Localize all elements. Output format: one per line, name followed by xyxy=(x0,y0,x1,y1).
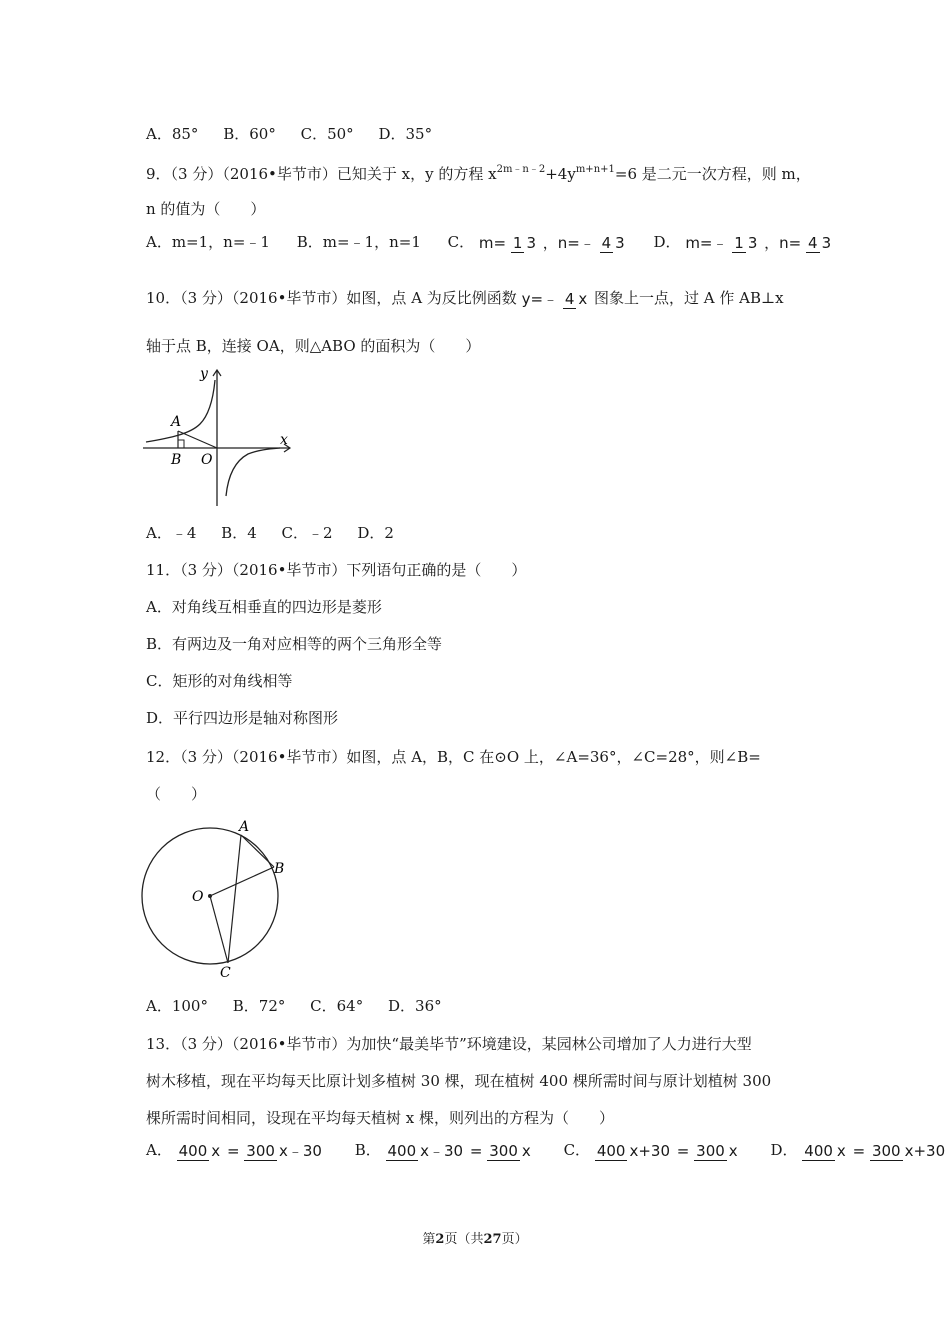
q9-exp2: m+n+1 xyxy=(575,164,615,175)
footer-total-pages: 27 xyxy=(483,1232,502,1247)
q10-label-b: B xyxy=(171,452,182,468)
q10-func-lhs: y=﹣ xyxy=(521,290,559,308)
q10-label-a: A xyxy=(171,414,182,430)
footer-pre: 第 xyxy=(422,1232,436,1247)
q8-option-a: A．85° xyxy=(146,125,199,143)
q13-options xyxy=(146,1140,947,1161)
q12-options xyxy=(146,996,442,1016)
q12-label-c: C xyxy=(220,965,231,981)
q13-option-a-label: A． xyxy=(146,1141,172,1159)
q13-option-b-left-num: 400 xyxy=(387,1142,417,1160)
q13-option-a-left-num: 400 xyxy=(178,1142,208,1160)
q9-option-c-m: m= xyxy=(478,234,507,252)
q10-label-y: y xyxy=(200,366,208,382)
q9-option-d-n: ，n= xyxy=(764,234,802,252)
q9-option-d-m-den: 3 xyxy=(747,234,758,252)
q12-option-c: C．64° xyxy=(310,997,364,1015)
q13-option-a-right-den: x﹣30 xyxy=(278,1142,322,1160)
q9-option-c-label: C． xyxy=(447,233,475,251)
q9-option-a: A．m=1，n=﹣1 xyxy=(146,233,270,251)
q9-option-c-n-num: 4 xyxy=(601,234,612,252)
q11-stem: 11．（3 分）（2016•毕节市）下列语句正确的是（ ） xyxy=(146,561,527,579)
q13-option-a xyxy=(146,1140,324,1161)
q11-option-b: B．有两边及一角对应相等的两个三角形全等 xyxy=(146,635,443,653)
q13-option-d-right-den: x+30 xyxy=(904,1142,946,1160)
q10-figure xyxy=(140,366,300,511)
q12-label-b: B xyxy=(274,861,285,877)
q9-stem xyxy=(146,164,811,184)
q12-stem-line2: （ ） xyxy=(146,785,207,803)
q8-option-c: C．50° xyxy=(300,125,354,143)
q10-func-den: x xyxy=(578,290,588,308)
q13-option-c-right-num: 300 xyxy=(696,1142,725,1160)
q9-option-d-n-num: 4 xyxy=(808,234,818,252)
q10-label-o: O xyxy=(201,452,213,468)
q13-option-d xyxy=(770,1140,947,1161)
q11-option-d: D．平行四边形是轴对称图形 xyxy=(146,709,339,727)
q9-option-b: B．m=﹣1，n=1 xyxy=(296,233,421,251)
q8-options xyxy=(146,124,432,144)
q13-option-d-right-num: 300 xyxy=(871,1142,901,1160)
q13-stem-line1: 13．（3 分）（2016•毕节市）为加快“最美毕节”环境建设，某园林公司增加了人力进行大型 xyxy=(146,1035,752,1053)
q13-option-d-label: D． xyxy=(770,1141,798,1159)
q10-label-x: x xyxy=(280,432,288,448)
q10-option-a: A．﹣4 xyxy=(146,524,197,542)
q9-exp1: 2m﹣n﹣2 xyxy=(496,164,546,175)
q9-option-d-m: m=﹣ xyxy=(685,234,728,252)
q13-option-b-eq: = xyxy=(469,1142,483,1160)
q9-option-c-m-num: 1 xyxy=(512,234,523,252)
q13-option-b-right-den: x xyxy=(521,1142,531,1160)
q9-options xyxy=(146,232,833,253)
q8-option-d: D．35° xyxy=(378,125,433,143)
q9-mid: +4y xyxy=(545,165,576,183)
q13-stem-line2: 树木移植，现在平均每天比原计划多植树 30 棵，现在植树 400 棵所需时间与原计划植树 300 xyxy=(146,1072,772,1090)
q10-option-b: B．4 xyxy=(221,524,257,542)
q10-func-num: 4 xyxy=(564,290,575,308)
q13-option-c-right-den: x xyxy=(728,1142,738,1160)
q13-option-d-eq: = xyxy=(852,1142,866,1160)
q12-label-o: O xyxy=(192,889,204,905)
q13-option-a-right-num: 300 xyxy=(246,1142,275,1160)
q9-option-d-m-num: 1 xyxy=(734,234,744,252)
q12-stem: 12．（3 分）（2016•毕节市）如图，点 A，B，C 在⊙O 上，∠A=36°，∠C=28°，则∠B= xyxy=(146,748,761,766)
page-footer xyxy=(0,1228,950,1247)
q9-option-c xyxy=(448,232,627,253)
q13-option-c-left-den: x+30 xyxy=(629,1142,671,1160)
q10-stem-line2: 轴于点 B，连接 OA，则△ABO 的面积为（ ） xyxy=(146,337,481,355)
footer-post: 页） xyxy=(501,1232,528,1247)
q12-label-a: A xyxy=(239,819,250,835)
q9-option-c-n-den: 3 xyxy=(615,234,625,252)
footer-page-number: 2 xyxy=(435,1232,445,1247)
q10-prefix: 10．（3 分）（2016•毕节市）如图，点 A 为反比例函数 xyxy=(146,289,517,307)
q9-option-d xyxy=(654,232,834,253)
q13-option-c-label: C． xyxy=(563,1141,591,1159)
q10-options xyxy=(146,523,394,543)
footer-mid: 页（共 xyxy=(444,1232,484,1247)
q12-option-d: D．36° xyxy=(388,997,442,1015)
q9-suffix: =6 是二元一次方程，则 m， xyxy=(614,165,811,183)
q13-option-c-left-num: 400 xyxy=(596,1142,626,1160)
q13-option-d-left-num: 400 xyxy=(804,1142,833,1160)
q13-option-b-label: B． xyxy=(354,1141,381,1159)
q13-option-b-left-den: x﹣30 xyxy=(420,1142,464,1160)
q13-option-d-left-den: x xyxy=(836,1142,846,1160)
q13-option-b-right-num: 300 xyxy=(489,1142,518,1160)
q9-stem-line2: n 的值为（ ） xyxy=(146,200,266,218)
q10-option-c: C．﹣2 xyxy=(281,524,333,542)
q12-figure xyxy=(138,815,298,985)
q13-option-b xyxy=(355,1140,533,1161)
q10-suffix: 图象上一点，过 A 作 AB⊥x xyxy=(594,289,784,307)
q12-option-a: A．100° xyxy=(146,997,208,1015)
q9-prefix: 9．（3 分）（2016•毕节市）已知关于 x，y 的方程 x xyxy=(146,165,497,183)
q9-option-c-n: ，n=﹣ xyxy=(542,234,595,252)
q12-option-b: B．72° xyxy=(232,997,286,1015)
q10-option-d: D．2 xyxy=(357,524,394,542)
q11-option-c: C．矩形的对角线相等 xyxy=(146,672,293,690)
q11-option-a: A．对角线互相垂直的四边形是菱形 xyxy=(146,598,382,616)
q10-stem xyxy=(146,288,784,309)
q9-option-d-n-den: 3 xyxy=(821,234,832,252)
q8-option-b: B．60° xyxy=(223,125,276,143)
q13-option-c-eq: = xyxy=(676,1142,690,1160)
q13-option-a-left-den: x xyxy=(211,1142,221,1160)
q9-option-c-m-den: 3 xyxy=(526,234,536,252)
q9-option-d-label: D． xyxy=(653,233,681,251)
q13-option-c xyxy=(564,1140,740,1161)
q13-option-a-eq: = xyxy=(226,1142,240,1160)
q13-stem-line3: 棵所需时间相同，设现在平均每天植树 x 棵，则列出的方程为（ ） xyxy=(146,1109,614,1127)
